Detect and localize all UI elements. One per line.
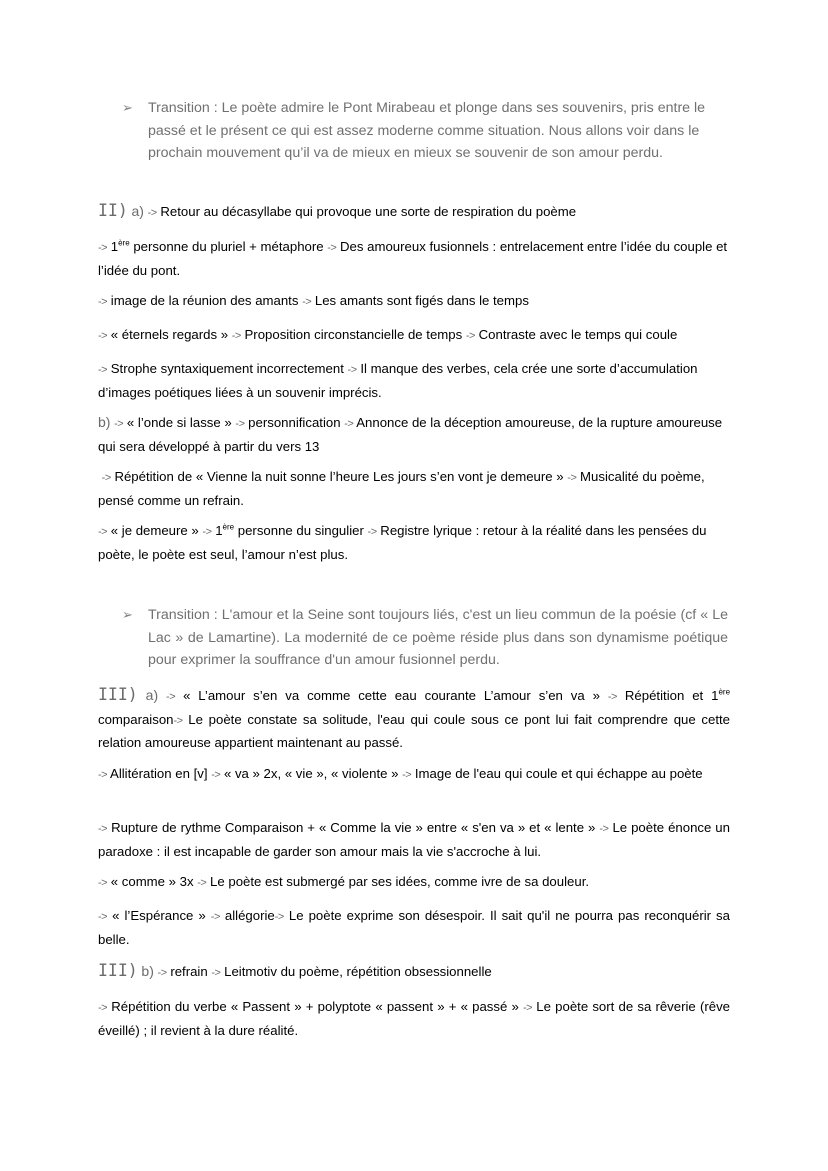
section-2-item-3: -> image de la réunion des amants -> Les amants sont figés dans le temps [98,293,529,308]
arrow-icon: -> [367,526,377,538]
arrow-icon: -> [302,296,312,308]
arrow-icon: -> [202,526,212,538]
section-3-item-5: -> « l’Espérance » -> allégorie-> Le poète exprime son désespoir. Il sait qu'il ne pourra pas reconquérir sa belle. [98,908,730,947]
arrow-bullet-icon: ➢ [122,100,133,115]
arrow-icon: -> [98,823,108,835]
section-3-item-1: III) a) -> « L’amour s’en va comme cette eau courante L’amour s’en va » -> Répétition et 1ère comparaison-> Le poète constate sa solitude, l'eau qui coule sous ce pont lui fait comprendre que cette relation amoureuse appartient maintenant au passé. [98,685,731,750]
section-3-item-2: -> Allitération en [v] -> « va » 2x, « vie », « violente » -> Image de l'eau qui coule et qui échappe au poète [98,766,703,781]
arrow-icon: -> [98,330,108,342]
arrow-bullet-icon: ➢ [122,607,133,622]
arrow-icon: -> [523,1002,533,1014]
arrow-icon: -> [166,691,176,703]
arrow-icon: -> [98,296,108,308]
section-2-item-1: Retour au décasyllabe qui provoque une sorte de respiration du poème [160,204,577,219]
arrow-icon: -> [114,418,124,430]
arrow-icon: -> [599,823,609,835]
arrow-icon: -> [347,364,357,376]
section-2-b-label: b) [98,414,111,430]
arrow-icon: -> [235,418,245,430]
section-3-number: III) [98,685,138,704]
section-3-b-item-2: -> Répétition du verbe « Passent » + polyptote « passent » + « passé » -> Le poète sort de sa rêverie (rêve éveillé) ; il revient à la dure réalité. [98,999,730,1038]
section-2-b-item-3: -> « je demeure » -> 1ère personne du singulier -> Registre lyrique : retour à la réalité dans les pensées du poète, le poète est seul, l’amour n’est plus. [98,522,707,562]
arrow-icon: -> [211,967,221,979]
arrow-icon: -> [231,330,241,342]
section-2-a-label: a) [131,203,144,219]
section-3-item-4: -> « comme » 3x -> Le poète est submergé par ses idées, comme ivre de sa douleur. [98,874,590,889]
arrow-icon: -> [147,207,157,219]
transition-1 [122,97,722,165]
section-3-b-number: III) [98,961,138,980]
arrow-icon: -> [465,330,475,342]
section-2-heading-line [98,200,730,225]
arrow-icon: -> [211,769,221,781]
arrow-icon: -> [157,967,167,979]
section-2-b-item-1: b) -> « l’onde si lasse » -> personnification -> Annonce de la déception amoureuse, de la rupture amoureuse qui sera développé à partir du vers 13 [98,414,723,454]
transition-1-text: Transition : Le poète admire le Pont Mirabeau et plonge dans ses souvenirs, pris entre le passé et le présent ce qui est assez moderne comme situation. Nous allons voir dans le prochain mouvement qu’il va de mieux en mieux se souvenir de son amour perdu. [148,100,706,161]
section-3-a-label: a) [145,687,159,703]
arrow-icon: -> [98,526,108,538]
arrow-icon: -> [607,691,617,703]
arrow-icon: -> [98,877,108,889]
section-2-item-2: -> 1ère personne du pluriel + métaphore -> Des amoureux fusionnels : entrelacement entre l’idée du couple et l’idée du pont. [98,238,728,278]
section-3-b-item-1: III) b) -> refrain -> Leitmotiv du poème, répétition obsessionnelle [98,961,492,980]
arrow-icon: -> [98,242,108,254]
transition-2 [122,604,728,672]
arrow-icon: -> [173,714,183,727]
arrow-icon: -> [98,911,108,923]
section-2-number: II) [98,201,128,220]
arrow-icon: -> [274,911,284,923]
transition-2-text: Transition : L'amour et la Seine sont toujours liés, c'est un lieu commun de la poésie (cf « Le Lac » de Lamartine). La modernité de ce poème réside plus dans son dynamisme poétique pour exprimer la souffrance d'un amour fusionnel perdu. [148,607,728,668]
arrow-icon: -> [197,877,207,889]
arrow-icon: -> [98,364,108,376]
section-2-item-4: -> « éternels regards » -> Proposition circonstancielle de temps -> Contraste avec le temps qui coule [98,327,678,342]
arrow-icon: -> [402,769,412,781]
section-3-b-label: b) [141,963,154,979]
arrow-icon: -> [327,242,337,254]
section-2-item-5: -> Strophe syntaxiquement incorrectement -> Il manque des verbes, cela crée une sorte d’accumulation d’images poétiques liées à un souvenir imprécis. [98,361,698,400]
arrow-icon: -> [98,1002,108,1014]
section-2-b-item-2: -> Répétition de « Vienne la nuit sonne l’heure Les jours s’en vont je demeure » -> Musicalité du poème, pensé comme un refrain. [98,469,705,508]
arrow-icon: -> [567,472,577,484]
arrow-icon: -> [98,769,108,781]
arrow-icon: -> [101,472,111,484]
arrow-icon: -> [344,418,354,430]
section-3-item-3: -> Rupture de rythme Comparaison + « Comme la vie » entre « s'en va » et « lente » -> Le poète énonce un paradoxe : il est incapable de garder son amour mais la vie s'accroche à lui. [98,820,730,859]
arrow-icon: -> [210,911,220,923]
